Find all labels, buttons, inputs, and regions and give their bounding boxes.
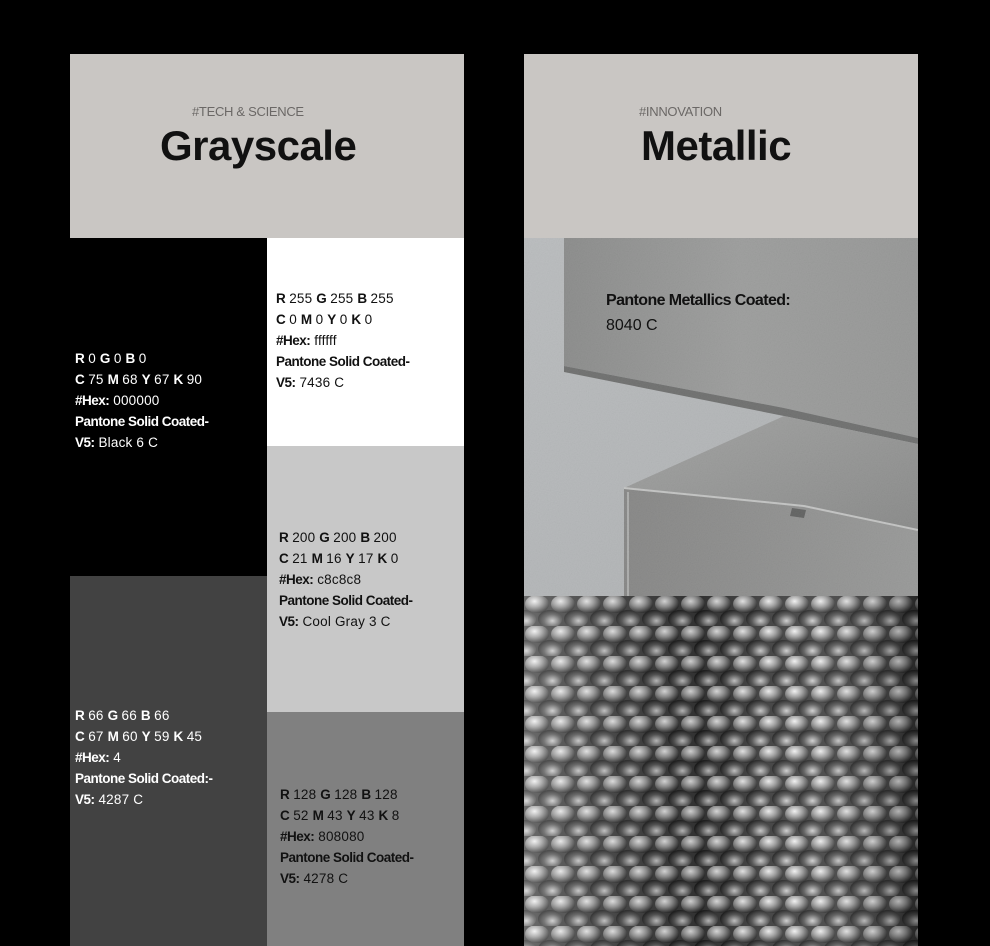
- swatch-mid-gray-info: R 128 G 128 B 128 C 52 M 43 Y 43 K 8 #Hex: 808080 Pantone Solid Coated- V5: 4278 C: [280, 787, 414, 886]
- grayscale-panel: [70, 54, 464, 946]
- swatch-mid-gray: [267, 712, 464, 946]
- swatch-cool-gray-info: R 200 G 200 B 200 C 21 M 16 Y 17 K 0 #Hex: c8c8c8 Pantone Solid Coated- V5: Cool Gray 3 C: [279, 530, 413, 629]
- swatch-dark-gray: [70, 576, 267, 946]
- grayscale-title: Grayscale: [160, 122, 357, 169]
- swatch-cool-gray: [267, 446, 464, 712]
- metal-block-image: [524, 238, 918, 596]
- swatch-white: [267, 238, 464, 446]
- metallic-pantone-info: Pantone Metallics Coated: 8040 C: [606, 292, 791, 334]
- swatch-black: [70, 238, 267, 576]
- swatch-black-info: R 0 G 0 B 0 C 75 M 68 Y 67 K 90 #Hex: 000000 Pantone Solid Coated- V5: Black 6 C: [75, 351, 209, 450]
- hammered-metal-texture: [524, 596, 918, 946]
- hammered-metal-image: [524, 596, 918, 946]
- metallic-panel: [524, 54, 918, 946]
- metallic-title: Metallic: [641, 122, 792, 169]
- swatch-white-info: R 255 G 255 B 255 C 0 M 0 Y 0 K 0 #Hex: ffffff Pantone Solid Coated- V5: 7436 C: [276, 291, 410, 390]
- metallic-tag: #INNOVATION: [639, 104, 722, 119]
- swatch-dark-gray-info: R 66 G 66 B 66 C 67 M 60 Y 59 K 45 #Hex: 4 Pantone Solid Coated:- V5: 4287 C: [75, 708, 213, 807]
- metallic-header: [524, 54, 918, 238]
- grayscale-header: [70, 54, 464, 238]
- grayscale-tag: #TECH & SCIENCE: [192, 104, 304, 119]
